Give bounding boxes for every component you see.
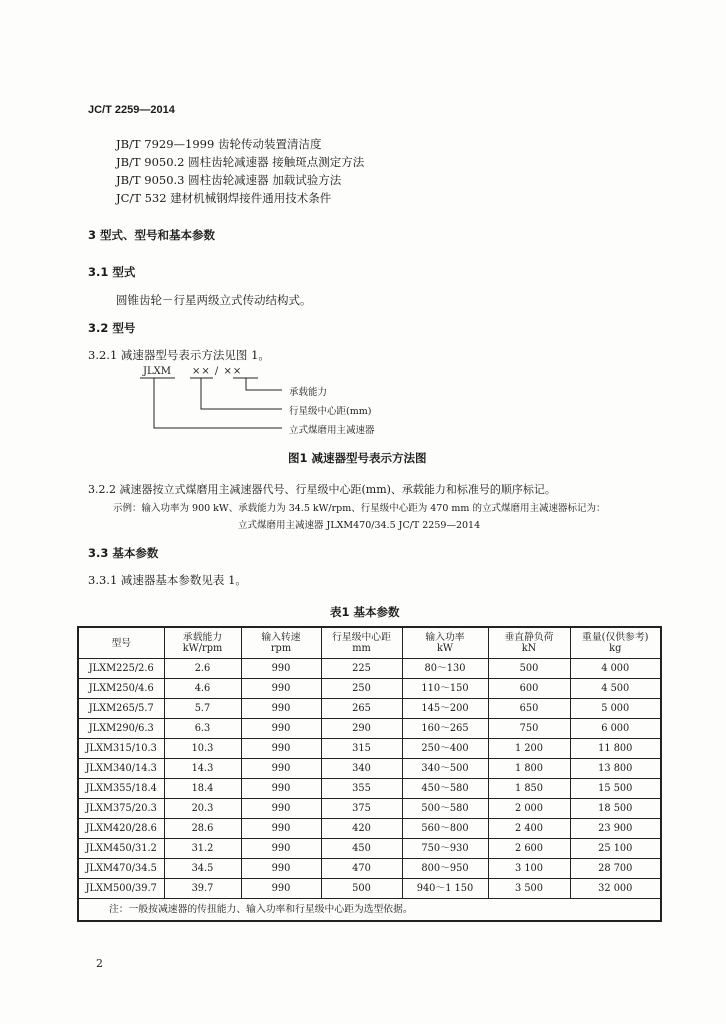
cell-capacity: 31.2 bbox=[164, 839, 241, 859]
cell-speed: 990 bbox=[241, 799, 321, 819]
header-input-power: 输入功率 kW bbox=[402, 627, 488, 659]
cell-load: 3 100 bbox=[488, 859, 570, 879]
section-3-1-title: 3.1 型式 bbox=[88, 265, 136, 279]
page-number: 2 bbox=[96, 957, 103, 970]
cell-center-distance: 315 bbox=[321, 739, 402, 759]
cell-load: 650 bbox=[488, 699, 570, 719]
cell-power: 340～500 bbox=[402, 759, 488, 779]
cell-speed: 990 bbox=[241, 719, 321, 739]
cell-load: 600 bbox=[488, 679, 570, 699]
table-note: 注：一般按减速器的传扭能力、输入功率和行星级中心距为选型依据。 bbox=[78, 899, 661, 922]
figure-label-reducer: 立式煤磨用主减速器 bbox=[289, 425, 375, 436]
cell-capacity: 10.3 bbox=[164, 739, 241, 759]
cell-model: JLXM340/14.3 bbox=[78, 759, 164, 779]
cell-center-distance: 470 bbox=[321, 859, 402, 879]
standard-code-header: JC/T 2259—2014 bbox=[88, 104, 175, 116]
figure-code: JLXM bbox=[143, 366, 172, 377]
section-3-2-title: 3.2 型号 bbox=[88, 321, 136, 335]
cell-weight: 32 000 bbox=[570, 879, 661, 899]
cell-capacity: 4.6 bbox=[164, 679, 241, 699]
cell-center-distance: 420 bbox=[321, 819, 402, 839]
cell-weight: 15 500 bbox=[570, 779, 661, 799]
cell-center-distance: 225 bbox=[321, 659, 402, 679]
reference-item: JB/T 9050.2 圆柱齿轮减速器 接触斑点测定方法 bbox=[116, 155, 365, 169]
cell-center-distance: 250 bbox=[321, 679, 402, 699]
section-3-1-body: 圆锥齿轮－行星两级立式传动结构式。 bbox=[116, 293, 312, 307]
table-row bbox=[78, 839, 661, 859]
cell-center-distance: 265 bbox=[321, 699, 402, 719]
cell-power: 250～400 bbox=[402, 739, 488, 759]
cell-center-distance: 290 bbox=[321, 719, 402, 739]
cell-model: JLXM250/4.6 bbox=[78, 679, 164, 699]
table-row bbox=[78, 859, 661, 879]
table-row bbox=[78, 699, 661, 719]
figure-1-caption: 图1 减速器型号表示方法图 bbox=[288, 451, 427, 465]
cell-weight: 18 500 bbox=[570, 799, 661, 819]
section-3-2-1-text: 3.2.1 减速器型号表示方法见图 1。 bbox=[88, 348, 270, 362]
basic-parameters-table bbox=[77, 626, 662, 922]
table-row bbox=[78, 879, 661, 899]
cell-center-distance: 375 bbox=[321, 799, 402, 819]
cell-power: 110～150 bbox=[402, 679, 488, 699]
cell-capacity: 39.7 bbox=[164, 879, 241, 899]
cell-load: 500 bbox=[488, 659, 570, 679]
cell-capacity: 20.3 bbox=[164, 799, 241, 819]
cell-weight: 25 100 bbox=[570, 839, 661, 859]
cell-model: JLXM420/28.6 bbox=[78, 819, 164, 839]
cell-load: 2 400 bbox=[488, 819, 570, 839]
cell-model: JLXM375/20.3 bbox=[78, 799, 164, 819]
cell-model: JLXM470/34.5 bbox=[78, 859, 164, 879]
cell-center-distance: 340 bbox=[321, 759, 402, 779]
section-3-title: 3 型式、型号和基本参数 bbox=[88, 228, 216, 242]
cell-weight: 11 800 bbox=[570, 739, 661, 759]
cell-center-distance: 450 bbox=[321, 839, 402, 859]
cell-power: 450～580 bbox=[402, 779, 488, 799]
table-note-row bbox=[78, 899, 661, 922]
reference-item: JB/T 9050.3 圆柱齿轮减速器 加载试验方法 bbox=[116, 173, 342, 187]
reference-item: JC/T 532 建材机械钢焊接件通用技术条件 bbox=[116, 191, 332, 205]
cell-load: 2 600 bbox=[488, 839, 570, 859]
cell-weight: 5 000 bbox=[570, 699, 661, 719]
reference-item: JB/T 7929—1999 齿轮传动装置清洁度 bbox=[116, 137, 322, 151]
table-row bbox=[78, 739, 661, 759]
cell-power: 80～130 bbox=[402, 659, 488, 679]
cell-model: JLXM225/2.6 bbox=[78, 659, 164, 679]
cell-capacity: 28.6 bbox=[164, 819, 241, 839]
cell-load: 1 800 bbox=[488, 759, 570, 779]
cell-speed: 990 bbox=[241, 679, 321, 699]
cell-weight: 4 500 bbox=[570, 679, 661, 699]
cell-model: JLXM500/39.7 bbox=[78, 879, 164, 899]
cell-power: 500～580 bbox=[402, 799, 488, 819]
cell-speed: 990 bbox=[241, 699, 321, 719]
cell-model: JLXM355/18.4 bbox=[78, 779, 164, 799]
cell-load: 1 200 bbox=[488, 739, 570, 759]
cell-model: JLXM265/5.7 bbox=[78, 699, 164, 719]
header-center-distance: 行星级中心距 mm bbox=[321, 627, 402, 659]
cell-weight: 6 000 bbox=[570, 719, 661, 739]
cell-power: 750～930 bbox=[402, 839, 488, 859]
cell-capacity: 34.5 bbox=[164, 859, 241, 879]
cell-speed: 990 bbox=[241, 859, 321, 879]
cell-load: 750 bbox=[488, 719, 570, 739]
cell-center-distance: 355 bbox=[321, 779, 402, 799]
cell-speed: 990 bbox=[241, 879, 321, 899]
cell-power: 145～200 bbox=[402, 699, 488, 719]
cell-model: JLXM450/31.2 bbox=[78, 839, 164, 859]
table-header-row bbox=[78, 627, 661, 659]
table-row bbox=[78, 779, 661, 799]
cell-load: 2 000 bbox=[488, 799, 570, 819]
cell-speed: 990 bbox=[241, 759, 321, 779]
cell-speed: 990 bbox=[241, 659, 321, 679]
header-weight: 重量(仅供参考) kg bbox=[570, 627, 661, 659]
cell-capacity: 2.6 bbox=[164, 659, 241, 679]
marking-result: 立式煤磨用主减速器 JLXM470/34.5 JC/T 2259—2014 bbox=[238, 520, 481, 531]
cell-model: JLXM290/6.3 bbox=[78, 719, 164, 739]
cell-weight: 4 000 bbox=[570, 659, 661, 679]
cell-power: 800～950 bbox=[402, 859, 488, 879]
cell-power: 560～800 bbox=[402, 819, 488, 839]
figure-label-center-distance: 行星级中心距(mm) bbox=[289, 406, 372, 417]
section-3-2-2-text: 3.2.2 减速器按立式煤磨用主减速器代号、行星级中心距(mm)、承载能力和标准号的顺序标记。 bbox=[88, 483, 556, 496]
section-3-3-1-text: 3.3.1 减速器基本参数见表 1。 bbox=[88, 573, 247, 587]
header-input-speed: 输入转速 rpm bbox=[241, 627, 321, 659]
cell-speed: 990 bbox=[241, 779, 321, 799]
cell-speed: 990 bbox=[241, 739, 321, 759]
cell-weight: 28 700 bbox=[570, 859, 661, 879]
header-vertical-load: 垂直静负荷 kN bbox=[488, 627, 570, 659]
table-row bbox=[78, 799, 661, 819]
table-row bbox=[78, 759, 661, 779]
cell-center-distance: 500 bbox=[321, 879, 402, 899]
marking-example: 示例：输入功率为 900 kW、承载能力为 34.5 kW/rpm、行星级中心距为 470 mm 的立式煤磨用主减速器标记为： bbox=[113, 503, 606, 514]
cell-capacity: 6.3 bbox=[164, 719, 241, 739]
table-row bbox=[78, 719, 661, 739]
figure-placeholder: ×× / ×× bbox=[192, 366, 243, 377]
header-model: 型号 bbox=[78, 627, 164, 659]
cell-weight: 13 800 bbox=[570, 759, 661, 779]
cell-load: 1 850 bbox=[488, 779, 570, 799]
table-row bbox=[78, 819, 661, 839]
cell-capacity: 18.4 bbox=[164, 779, 241, 799]
cell-capacity: 14.3 bbox=[164, 759, 241, 779]
section-3-3-title: 3.3 基本参数 bbox=[88, 546, 159, 560]
cell-speed: 990 bbox=[241, 819, 321, 839]
cell-model: JLXM315/10.3 bbox=[78, 739, 164, 759]
header-capacity: 承载能力 kW/rpm bbox=[164, 627, 241, 659]
cell-weight: 23 900 bbox=[570, 819, 661, 839]
figure-label-capacity: 承载能力 bbox=[289, 387, 328, 398]
cell-load: 3 500 bbox=[488, 879, 570, 899]
table-row bbox=[78, 679, 661, 699]
cell-speed: 990 bbox=[241, 839, 321, 859]
table-1-caption: 表1 基本参数 bbox=[330, 605, 400, 619]
cell-power: 160～265 bbox=[402, 719, 488, 739]
cell-capacity: 5.7 bbox=[164, 699, 241, 719]
table-row bbox=[78, 659, 661, 679]
cell-power: 940～1 150 bbox=[402, 879, 488, 899]
